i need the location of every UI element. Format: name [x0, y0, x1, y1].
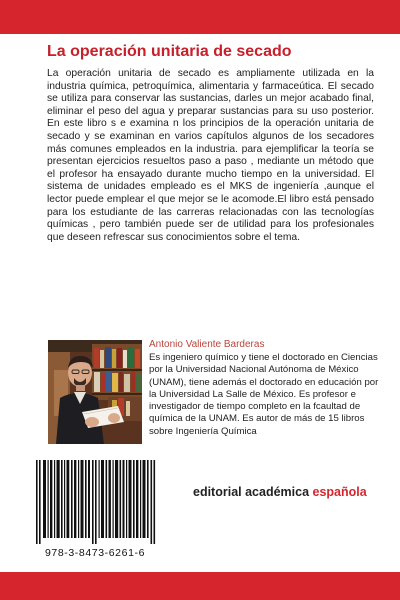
publisher-name-accent: española — [312, 485, 367, 499]
bottom-color-band — [0, 572, 400, 600]
publisher-logo — [193, 485, 383, 499]
top-color-band — [0, 0, 400, 34]
barcode — [30, 460, 160, 572]
isbn-number: 978-3-8473-6261-6 — [44, 547, 146, 559]
publisher-name-main: editorial académica — [193, 485, 310, 499]
author-bio: Es ingeniero químico y tiene el doctorado en Ciencias por la Universidad Nacional Autónoma de México (UNAM), tiene además el doctorado en educación por la Universidad La Salle de México. Es profesor e investigador de tiempo completo en la fcaultad de química de la UNAM. Es autor de más de 15 libros sobre Ingeniería Química — [149, 352, 379, 437]
book-summary: La operación unitaria de secado es ampliamente utilizada en la industria química, petroquímica, alimentaria y farmaceútica. El secado se utiliza para conservar las sustancias, darles un mejor acabado final, eliminar el peso del agua y preparar sustancias para su uso posterior. En este libro s e examina n los principios de la operación unitaria de secado y se examinan en varios capítulos algunos de los secadores más comunes empleados en la industria. para ejemplificar la teoría se presentan ejercicios resueltos paso a paso , mediante un método que el profesor ha ensayado durante mucho tiempo en la universidad. El sistema de unidades empleado es el MKS de ingeniería ,aunque el lector puede emplear el que mejor se le acomode.El libro está pensado para los estudiante de las carreras relacionadas con las tecnologías químicas , pero también puede ser de utilidad para los profesionales que deseen refrescar sus conocimientos sobre el tema. — [47, 68, 374, 243]
book-title: La operación unitaria de secado — [47, 43, 292, 60]
author-photo — [48, 340, 142, 444]
barcode-bars — [34, 460, 160, 544]
author-name: Antonio Valiente Barderas — [149, 339, 265, 350]
